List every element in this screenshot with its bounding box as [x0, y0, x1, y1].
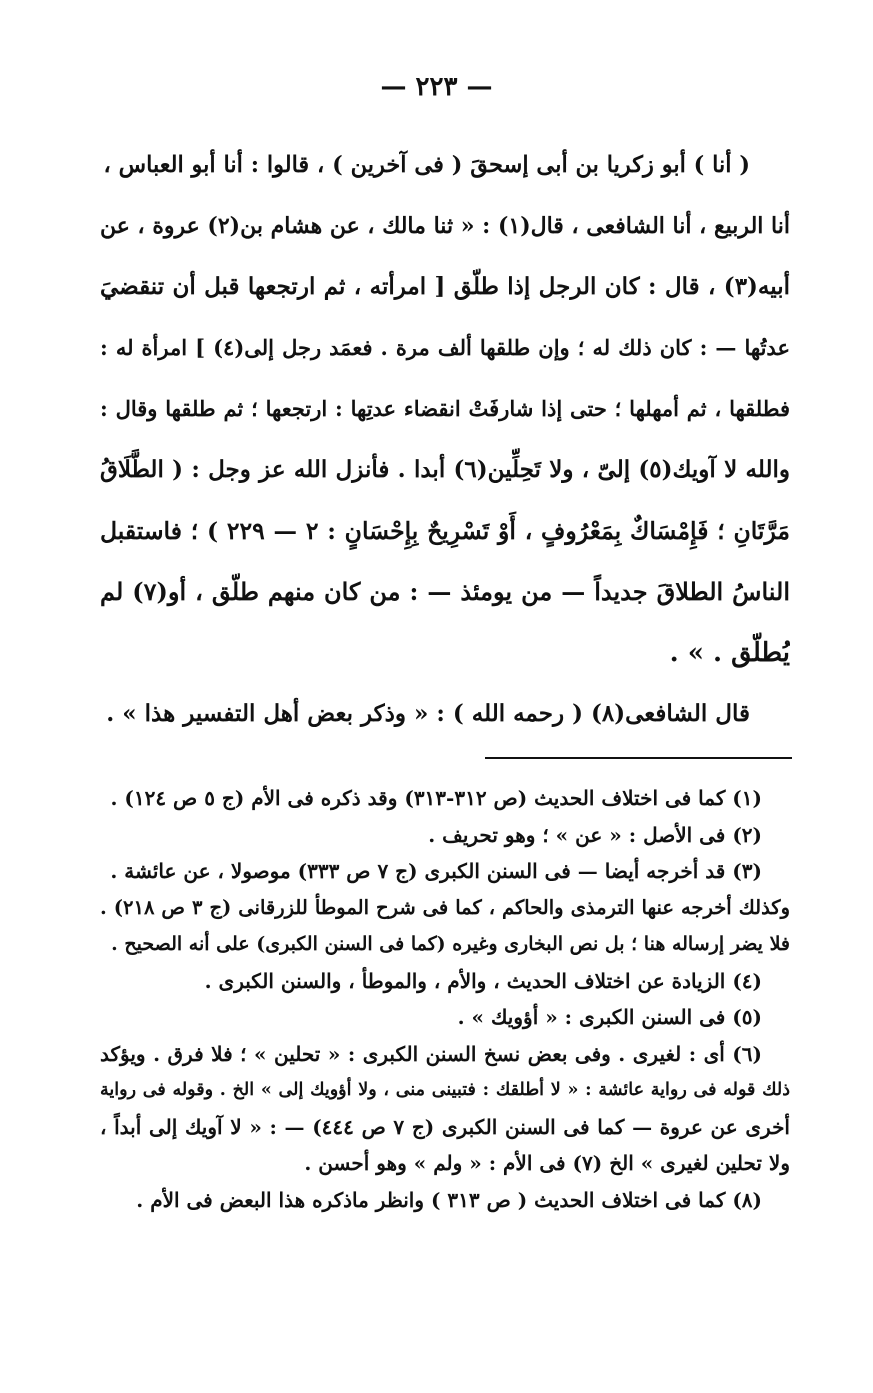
text-line: الناسُ الطلاقَ جديداً — من يومئذ — : من كان منهم طلّق ، أو(٧) لم [100, 577, 790, 606]
footnote-line: ولا تحلين لغيرى » الخ (٧) فى الأم : « ولم » وهو أحسن . [304, 1151, 790, 1175]
text-line: يُطلّق . » . [669, 638, 790, 668]
main-text [100, 142, 790, 752]
footnote-line: (٦) أى : لغيرى . وفى بعض نسخ السنن الكبرى : « تحلين » ؛ فلا فرق . ويؤكد [100, 1041, 762, 1066]
text-line: أبيه(٣) ، قال : كان الرجل إذا طلّق [ امرأته ، ثم ارتجعها قبل أن تنقضيَ [100, 273, 790, 300]
footnote-divider [485, 757, 792, 759]
footnote-line: (٢) فى الأصل : « عن » ؛ وهو تحريف . [428, 822, 762, 847]
text-line: عدتُها — : كان ذلك له ؛ وإن طلقها ألف مرة . فعمَد رجل إلى(٤) ] امرأة له : [100, 335, 790, 360]
text-line: ( أنا ) أبو زكريا بن أبى إسحقَ ( فى آخرين ) ، قالوا : أنا أبو العباس ، [103, 152, 750, 178]
footnote-line: فلا يضر إرساله هنا ؛ بل نص البخارى وغيره (كما فى السنن الكبرى) على أنه الصحيح . [111, 933, 790, 955]
page-number: — ٢٢٣ — [380, 72, 493, 102]
text-line: مَرَّتَانِ ؛ فَإِمْسَاكٌ بِمَعْرُوفٍ ، أَوْ تَسْرِيحٌ بِإِحْسَانٍ : ٢ — ٢٢٩ ) ؛ فاستقبل [100, 517, 790, 545]
footnote-line: أخرى عن عروة — كما فى السنن الكبرى (ج ٧ ص ٤٤٤) — : « لا آويك إلى أبداً ، [100, 1114, 790, 1139]
footnote-line: وكذلك أخرجه عنها الترمذى والحاكم ، كما فى شرح الموطأ للزرقانى (ج ٣ ص ٢١٨) . [100, 895, 790, 919]
footnote-line: (٥) فى السنن الكبرى : « أؤويك » . [457, 1005, 762, 1029]
text-line: أنا الربيع ، أنا الشافعى ، قال(١) : « ثنا مالك ، عن هشام بن(٢) عروة ، عن [100, 213, 790, 239]
text-line: والله لا آويك(٥) إلىّ ، ولا تَحِلِّين(٦) أبدا . فأنزل الله عز وجل : ( الطَّلَاقُ [100, 456, 790, 483]
text-line: قال الشافعى(٨) ( رحمه الله ) : « وذكر بعض أهل التفسير هذا » . [106, 700, 750, 727]
footnote-line: (٨) كما فى اختلاف الحديث ( ص ٣١٣ ) وانظر ماذكره هذا البعض فى الأم . [136, 1187, 762, 1212]
footnotes [100, 783, 790, 1221]
text-line: فطلقها ، ثم أمهلها ؛ حتى إذا شارفَتْ انقضاء عدتِها : ارتجعها ؛ ثم طلقها وقال : [100, 396, 790, 421]
footnote-line: (٣) قد أخرجه أيضا — فى السنن الكبرى (ج ٧ ص ٣٣٣) موصولا ، عن عائشة . [110, 859, 762, 883]
footnote-line: ذلك قوله فى رواية عائشة : « لا أطلقك : فتبينى منى ، ولا أؤويك إلى » الخ . وقوله فى رواية [100, 1080, 790, 1100]
footnote-line: (٤) الزيادة عن اختلاف الحديث ، والأم ، والموطأ ، والسنن الكبرى . [204, 968, 762, 993]
footnote-line: (١) كما فى اختلاف الحديث (ص ٣١٢-٣١٣) وقد ذكره فى الأم (ج ٥ ص ١٢٤) . [110, 786, 762, 810]
